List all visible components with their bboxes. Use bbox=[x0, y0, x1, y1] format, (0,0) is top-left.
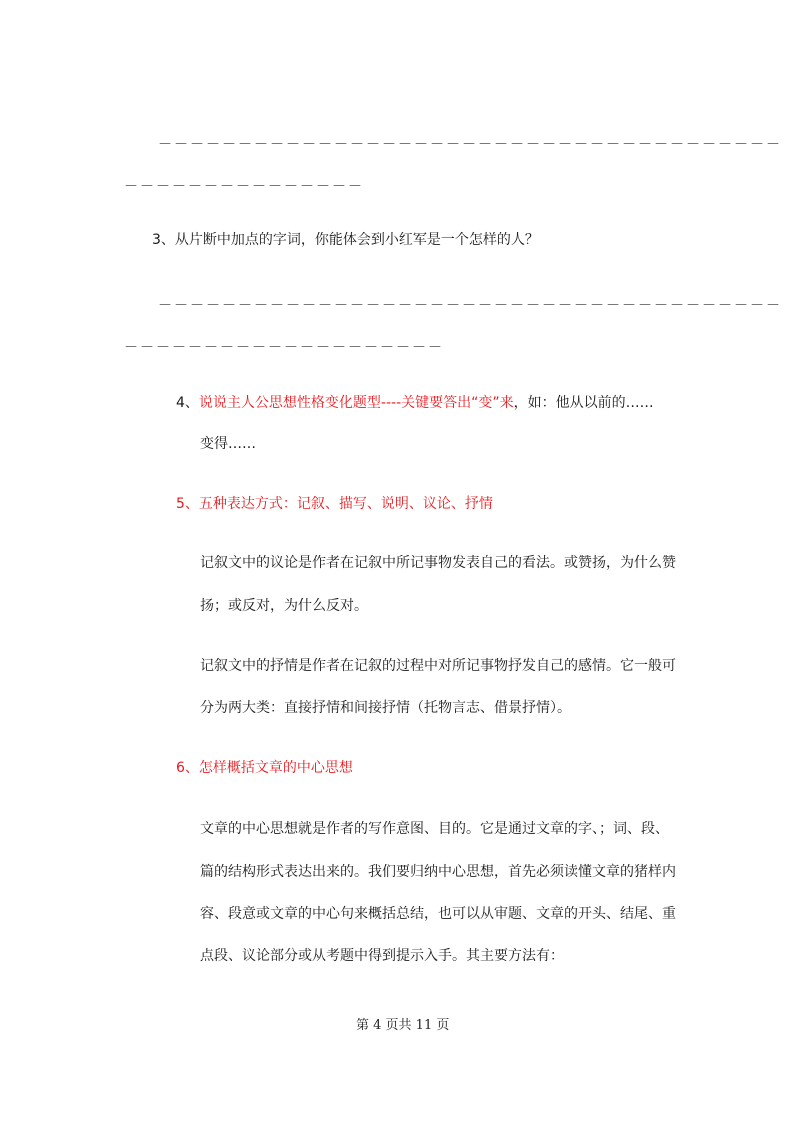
answer-blank-line: －－－－－－－－－－－－－－－ bbox=[124, 179, 364, 195]
paragraph-line: 篇的结构形式表达出来的。我们要归纳中心思想，首先必须读懂文章的猪样内 bbox=[200, 864, 676, 880]
answer-blank-line: －－－－－－－－－－－－－－－－－－－－－－－－－－－－－－－－－－－－－－－ bbox=[158, 298, 782, 314]
paragraph-line: 记叙文中的议论是作者在记叙中所记事物发表自己的看法。或赞扬，为什么赞 bbox=[200, 555, 676, 571]
section-4-title: 说说主人公思想性格变化题型----关键要答出“变”来 bbox=[198, 395, 514, 411]
paragraph-line: 扬；或反对，为什么反对。 bbox=[200, 598, 368, 614]
answer-blank-line: －－－－－－－－－－－－－－－－－－－－ bbox=[124, 340, 444, 356]
answer-blank-line: －－－－－－－－－－－－－－－－－－－－－－－－－－－－－－－－－－－－－－－ bbox=[158, 137, 782, 153]
section-4-number: 4、 bbox=[176, 395, 199, 411]
section-4-heading bbox=[176, 393, 654, 413]
paragraph-line: 分为两大类：直接抒情和间接抒情（托物言志、借景抒情）。 bbox=[200, 700, 571, 716]
paragraph-line: 文章的中心思想就是作者的写作意图、目的。它是通过文章的字、；词、段、 bbox=[200, 821, 669, 837]
paragraph-line: 记叙文中的抒情是作者在记叙的过程中对所记事物抒发自己的感情。它一般可 bbox=[200, 658, 676, 674]
paragraph-line: 点段、议论部分或从考题中得到提示入手。其主要方法有： bbox=[200, 948, 564, 964]
section-4-continuation: 变得…… bbox=[200, 436, 256, 452]
section-5-heading: 5、五种表达方式：记叙、描写、说明、议论、抒情 bbox=[176, 496, 493, 512]
section-4-tail: ，如：他从以前的…… bbox=[513, 395, 654, 411]
page-number-footer: 第 4 页共 11 页 bbox=[356, 1018, 450, 1033]
section-6-heading: 6、怎样概括文章的中心思想 bbox=[176, 760, 353, 776]
question-3: 3、从片断中加点的字词，你能体会到小红军是一个怎样的人？ bbox=[152, 232, 539, 248]
paragraph-line: 容、段意或文章的中心句来概括总结，也可以从审题、文章的开头、结尾、重 bbox=[200, 906, 676, 922]
